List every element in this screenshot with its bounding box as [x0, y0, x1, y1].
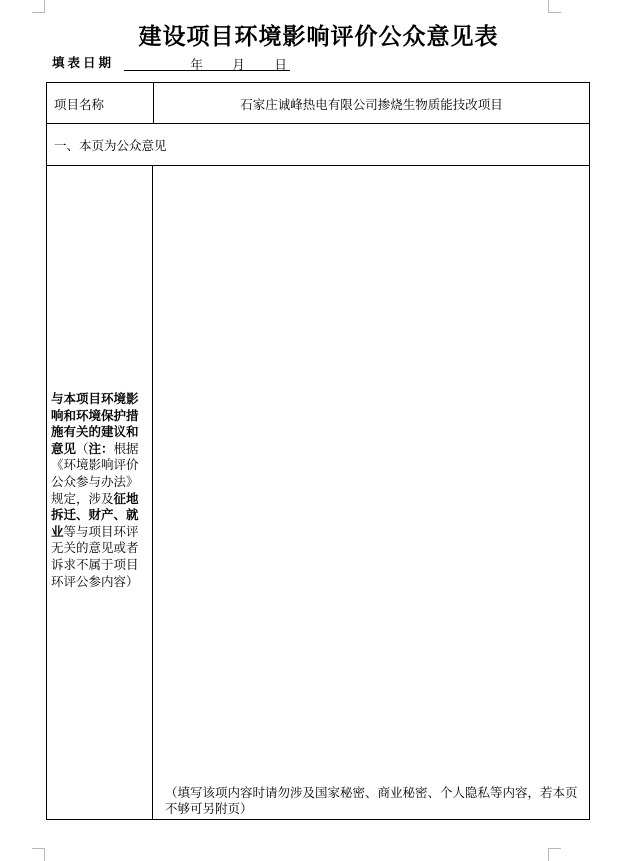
document-title: 建设项目环境影响评价公众意见表: [138, 24, 499, 50]
opinion-label: [51, 391, 146, 819]
fill-date-row: [52, 53, 290, 71]
opinion-note-prefix: 注：: [88, 440, 114, 456]
opinion-input-area[interactable]: [153, 165, 589, 819]
project-name-row: [47, 83, 589, 124]
opinion-note-text-a: 根据《环境影响评价公众参与办法》规定，涉及: [51, 440, 139, 506]
crop-mark-top-right: [548, 0, 561, 13]
privacy-footer-note: （填写该项内容时请勿涉及国家秘密、商业秘密、个人隐私等内容，若本页不够可另附页）: [165, 785, 578, 816]
section-heading: 一、本页为公众意见: [54, 138, 167, 153]
project-name-value: 石家庄诚峰热电有限公司掺烧生物质能技改项目: [240, 97, 503, 112]
opinion-note-bold: 征地拆迁、财产、就业: [51, 490, 139, 539]
fill-date-field[interactable]: [124, 56, 290, 71]
opinion-label-cell: [47, 165, 153, 819]
opinion-note-text-c: 等与项目环评无关的意见或者诉求不属于项目环评公参内容）: [51, 523, 139, 589]
opinion-form-table: [46, 82, 590, 820]
date-month-label: 月: [232, 57, 245, 72]
project-name-label: 项目名称: [54, 97, 105, 112]
crop-mark-bottom-right: [548, 848, 561, 861]
opinion-label-bold: 与本项目环境影响和环境保护措施有关的建议和意见: [51, 391, 139, 456]
section-heading-row: [47, 123, 589, 166]
crop-mark-top-left: [32, 0, 45, 13]
date-day-label: 日: [274, 57, 287, 72]
date-year-label: 年: [190, 57, 203, 72]
opinion-note-open: （: [76, 440, 89, 456]
crop-mark-bottom-left: [32, 848, 45, 861]
opinion-row: [47, 165, 589, 819]
fill-date-label: 填表日期: [52, 55, 115, 70]
